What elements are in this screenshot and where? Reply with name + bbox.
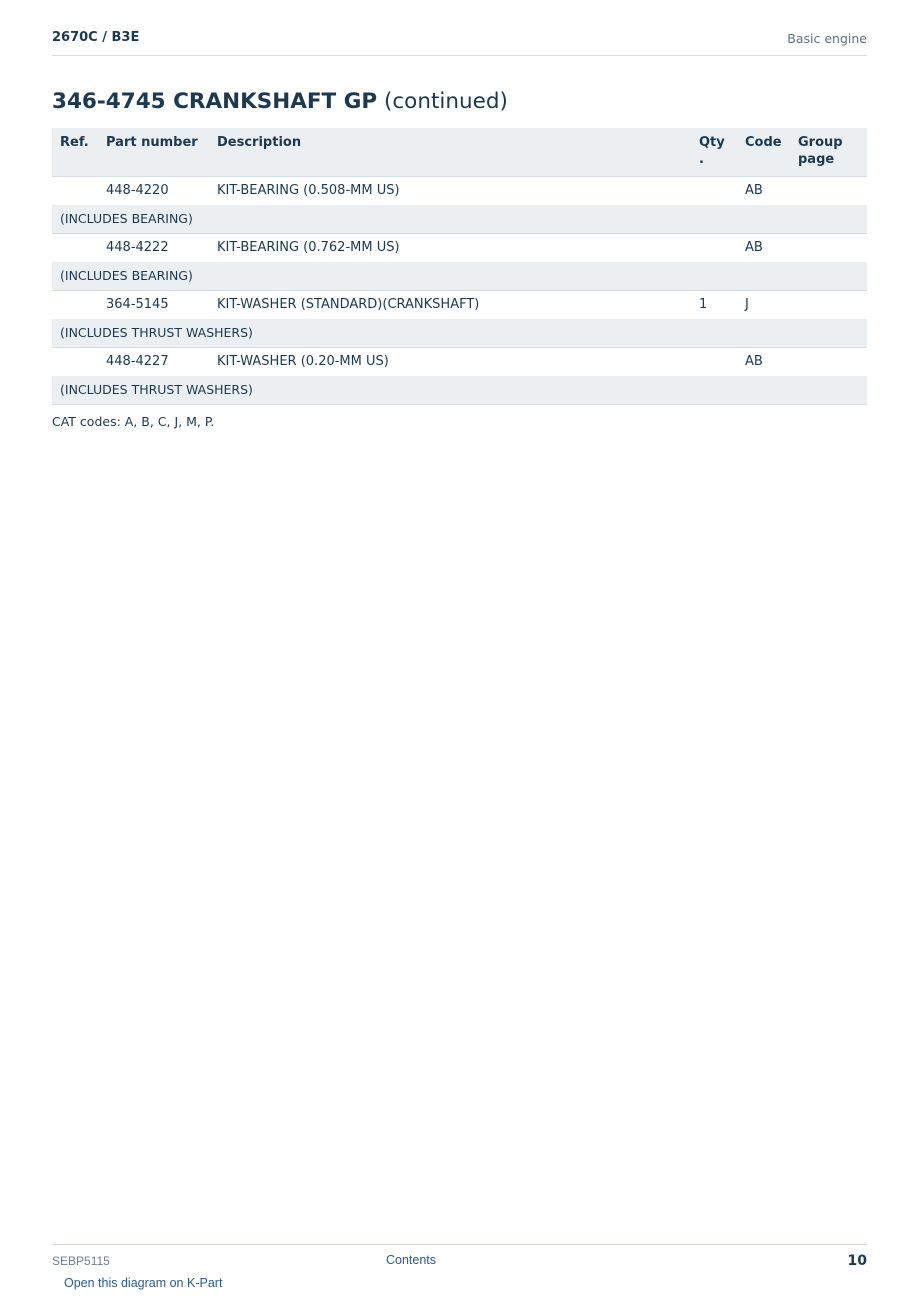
column-header-part-number: Part number bbox=[98, 128, 209, 177]
cell-qty bbox=[691, 234, 737, 263]
cell-qty: 1 bbox=[699, 297, 708, 312]
cell-group-page bbox=[790, 234, 867, 263]
cell-ref bbox=[52, 348, 98, 377]
table-note-row bbox=[52, 376, 867, 405]
cell-group-page bbox=[790, 348, 867, 377]
cell-description: KIT-BEARING (0.508-MM US) bbox=[217, 183, 400, 198]
cell-ref bbox=[52, 177, 98, 206]
cell-part-number: 364-5145 bbox=[106, 297, 169, 312]
table-row bbox=[52, 234, 867, 263]
column-header-description: Description bbox=[209, 128, 691, 177]
column-header-ref: Ref. bbox=[52, 128, 98, 177]
cell-code: J bbox=[745, 297, 749, 312]
cell-description: KIT-BEARING (0.762-MM US) bbox=[217, 240, 400, 255]
open-kpart-link[interactable]: Open this diagram on K-Part bbox=[64, 1276, 223, 1290]
cell-ref bbox=[52, 234, 98, 263]
page-number: 10 bbox=[847, 1253, 867, 1269]
table-row bbox=[52, 177, 867, 206]
cell-description: KIT-WASHER (0.20-MM US) bbox=[217, 354, 389, 369]
column-header-code: Code bbox=[737, 128, 790, 177]
parts-table bbox=[52, 128, 867, 405]
cell-note: (INCLUDES BEARING) bbox=[52, 205, 867, 234]
cell-qty bbox=[691, 177, 737, 206]
page-title bbox=[52, 89, 508, 114]
cell-note: (INCLUDES THRUST WASHERS) bbox=[52, 376, 867, 405]
cell-note: (INCLUDES BEARING) bbox=[52, 262, 867, 291]
title-suffix: (continued) bbox=[383, 89, 508, 114]
table-note-row bbox=[52, 319, 867, 348]
cell-group-page bbox=[790, 291, 867, 320]
page-header bbox=[52, 28, 867, 56]
table-row bbox=[52, 291, 867, 320]
cell-code: AB bbox=[745, 354, 763, 369]
cell-group-page bbox=[790, 177, 867, 206]
page-footer bbox=[52, 1244, 867, 1275]
table-row bbox=[52, 348, 867, 377]
cell-note: (INCLUDES THRUST WASHERS) bbox=[52, 319, 867, 348]
column-header-group-page: Group page bbox=[790, 128, 867, 177]
cell-part-number: 448-4227 bbox=[106, 354, 169, 369]
cell-code: AB bbox=[745, 183, 763, 198]
cell-part-number: 448-4220 bbox=[106, 183, 169, 198]
section-name: Basic engine bbox=[787, 31, 867, 46]
column-header-qty: Qty . bbox=[691, 128, 737, 177]
cat-codes-note: CAT codes: A, B, C, J, M, P. bbox=[52, 414, 215, 429]
document-id: 2670C / B3E bbox=[52, 30, 140, 45]
table-note-row bbox=[52, 205, 867, 234]
cell-ref bbox=[52, 291, 98, 320]
title-main: 346-4745 CRANKSHAFT GP bbox=[52, 89, 378, 114]
table-header-row bbox=[52, 128, 867, 177]
cell-code: AB bbox=[745, 240, 763, 255]
cell-qty bbox=[691, 348, 737, 377]
publication-id: SEBP5115 bbox=[52, 1254, 110, 1268]
cell-part-number: 448-4222 bbox=[106, 240, 169, 255]
contents-link[interactable]: Contents bbox=[386, 1253, 437, 1267]
table-note-row bbox=[52, 262, 867, 291]
cell-description: KIT-WASHER (STANDARD)(CRANKSHAFT) bbox=[217, 297, 480, 312]
